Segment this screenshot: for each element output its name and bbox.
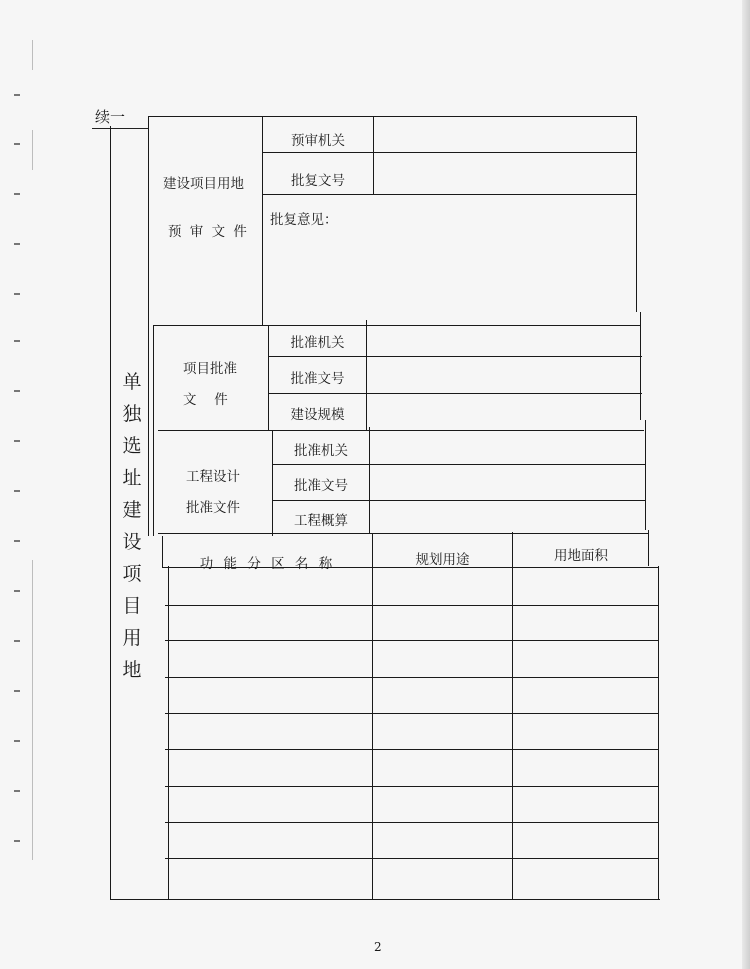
vertical-title-char: 建: [122, 499, 142, 521]
vertical-title-char: 设: [122, 531, 142, 553]
page-edge: [742, 0, 750, 969]
design-approval-label-line2: 批准文件: [186, 500, 240, 516]
vertical-title: [117, 366, 147, 686]
pre-review-label-line2: 预 审 文 件: [168, 224, 249, 240]
project-approval-authority-label: 批准机关: [290, 335, 345, 351]
pre-review-label: 建设项目用地: [163, 176, 244, 192]
vertical-title-char: 用: [122, 627, 142, 649]
page-number: 2: [374, 940, 382, 954]
vertical-title-char: 地: [122, 659, 142, 681]
design-approval-label: 工程设计: [186, 469, 240, 485]
project-approval-label-line2: 文 件: [183, 392, 228, 408]
project-budget-label: 工程概算: [294, 513, 348, 529]
approval-opinion-label: 批复意见：: [270, 212, 338, 228]
pre-review-authority-label: 预审机关: [291, 132, 345, 149]
continuation-caption: 续一: [95, 108, 126, 126]
caption-underline: [92, 128, 148, 129]
header-planned-use: 规划用途: [415, 552, 470, 568]
design-approval-authority-label: 批准机关: [294, 443, 348, 459]
header-land-area: 用地面积: [554, 548, 608, 564]
header-zone-name: 功 能 分 区 名 称: [199, 556, 336, 572]
vertical-title-char: 项: [122, 563, 142, 585]
project-approval-label: 项目批准: [183, 361, 237, 377]
construction-scale-label: 建设规模: [290, 407, 345, 423]
vertical-title-char: 选: [122, 435, 142, 457]
vertical-title-char: 目: [122, 595, 142, 617]
design-approval-doc-number-label: 批准文号: [294, 478, 348, 494]
vertical-title-char: 单: [122, 371, 142, 393]
project-approval-doc-number-label: 批准文号: [290, 371, 345, 387]
vertical-title-char: 独: [122, 403, 142, 425]
vertical-title-char: 址: [122, 467, 142, 489]
pre-review-doc-number-label: 批复文号: [291, 172, 345, 189]
